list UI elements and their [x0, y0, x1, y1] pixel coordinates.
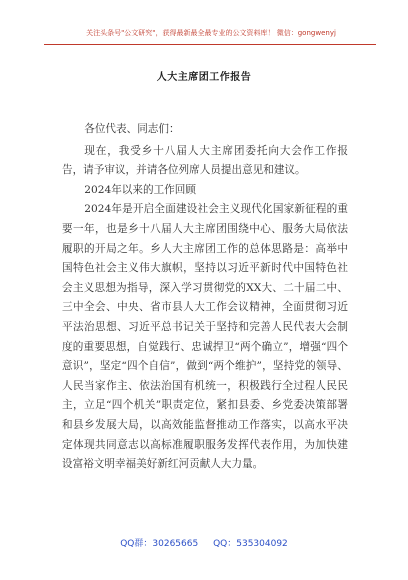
document-body [62, 120, 348, 475]
header-divider [44, 44, 376, 45]
footer-qq-group: QQ群：30265665 [120, 539, 199, 549]
header-banner: 关注头条号"公文研究"，获得最新最全最专业的公文资料库！ 微信：gongwenyj [86, 29, 336, 37]
greeting: 各位代表、同志们： [84, 123, 180, 135]
body-paragraph: 2024年是开启全面建设社会主义现代化国家新征程的重要一年，也是乡十八届人大主席团围绕中心、服务大局依法履职的开局之年。乡人大主席团工作的总体思路是：高举中国特色社会主义伟大旗帜，坚持以习近平新时代中国特色社会主义思想为指导，深入学习贯彻党的XX大、二十届二中、三中全会、中央、省市县人大工作会议精神，全面贯彻习近平法治思想、习近平总书记关于坚持和完善人民代表大会制度的重要思想，自觉践行、忠诚捍卫“两个确立”，增强“四个意识”，坚定“四个自信”，做到“两个维护”，坚持党的领导、人民当家作主、依法治国有机统一，积极践行全过程人民民主，立足“四个机关”职责定位，紧扣县委、乡党委决策部署和县乡发展大局，以高效能监督推动工作落实，以高水平决定体现共同意志以高标准履职服务发挥代表作用，为加快建设富裕文明幸福美好新红河贡献人大力量。 [62, 203, 348, 471]
intro-paragraph: 现在，我受乡十八届人大主席团委托向大会作工作报告，请予审议，并请各位列席人员提出意见和建议。 [62, 144, 348, 177]
document-title: 人大主席团工作报告 [156, 72, 252, 83]
section-heading: 2024年以来的工作回顾 [84, 183, 196, 196]
footer-contact [0, 536, 408, 549]
footer-qq: QQ：535304092 [213, 539, 288, 549]
